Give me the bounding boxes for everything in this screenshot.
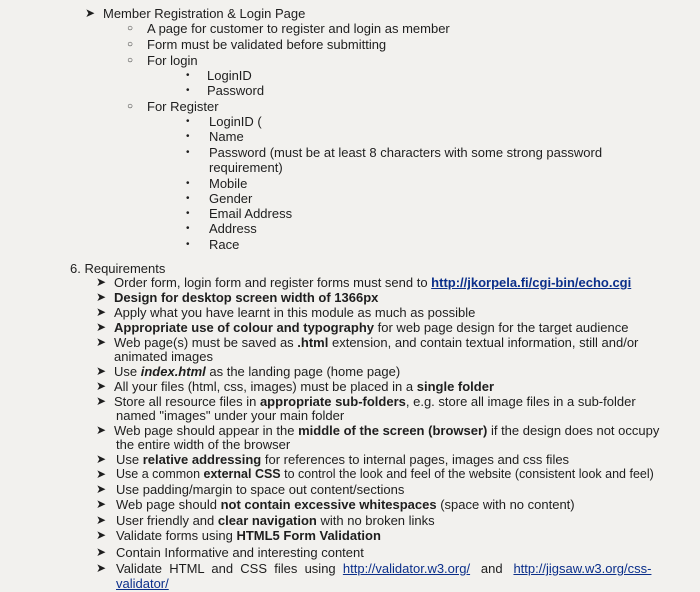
requirement-item-continued: the entire width of the browser <box>116 437 291 452</box>
circle-bullet-icon: ○ <box>127 23 134 34</box>
arrow-bullet-icon: ➤ <box>96 275 107 289</box>
dot-bullet-icon: • <box>186 208 190 219</box>
arrow-bullet-icon: ➤ <box>96 513 107 527</box>
arrow-bullet-icon: ➤ <box>96 290 107 304</box>
jigsaw-css-validator-link-continued[interactable]: validator/ <box>116 576 169 591</box>
arrow-bullet-icon: ➤ <box>96 379 107 393</box>
arrow-bullet-icon: ➤ <box>96 394 107 408</box>
arrow-bullet-icon: ➤ <box>96 305 107 319</box>
requirement-item-continued <box>116 576 169 591</box>
jigsaw-css-validator-link[interactable]: http://jigsaw.w3.org/css- <box>513 561 652 576</box>
circle-bullet-icon: ○ <box>127 55 134 66</box>
requirement-item-continued: animated images <box>114 349 213 364</box>
arrow-bullet-icon: ➤ <box>85 6 96 20</box>
dot-bullet-icon: • <box>186 223 190 234</box>
dot-bullet-icon: • <box>186 147 190 158</box>
arrow-bullet-icon: ➤ <box>96 528 107 542</box>
section6-heading: 6. Requirements <box>70 261 166 276</box>
arrow-bullet-icon: ➤ <box>96 335 107 349</box>
arrow-bullet-icon: ➤ <box>96 545 107 559</box>
dot-bullet-icon: • <box>186 116 190 127</box>
dot-bullet-icon: • <box>186 70 190 81</box>
dot-bullet-icon: • <box>186 85 190 96</box>
register-item-continued: requirement) <box>209 160 283 175</box>
arrow-bullet-icon: ➤ <box>96 561 107 575</box>
arrow-bullet-icon: ➤ <box>96 482 107 496</box>
arrow-bullet-icon: ➤ <box>96 497 107 511</box>
dot-bullet-icon: • <box>186 193 190 204</box>
circle-bullet-icon: ○ <box>127 101 134 112</box>
circle-bullet-icon: ○ <box>127 39 134 50</box>
dot-bullet-icon: • <box>186 239 190 250</box>
arrow-bullet-icon: ➤ <box>96 364 107 378</box>
dot-bullet-icon: • <box>186 131 190 142</box>
arrow-bullet-icon: ➤ <box>96 452 107 466</box>
w3c-validator-link[interactable]: http://validator.w3.org/ <box>342 561 471 576</box>
dot-bullet-icon: • <box>186 178 190 189</box>
requirement-item-continued: named "images" under your main folder <box>116 408 345 423</box>
echo-cgi-link[interactable]: http://jkorpela.fi/cgi-bin/echo.cgi <box>431 275 632 290</box>
section5-title: Member Registration & Login Page <box>103 6 306 21</box>
arrow-bullet-icon: ➤ <box>96 320 107 334</box>
arrow-bullet-icon: ➤ <box>96 467 107 481</box>
arrow-bullet-icon: ➤ <box>96 423 107 437</box>
